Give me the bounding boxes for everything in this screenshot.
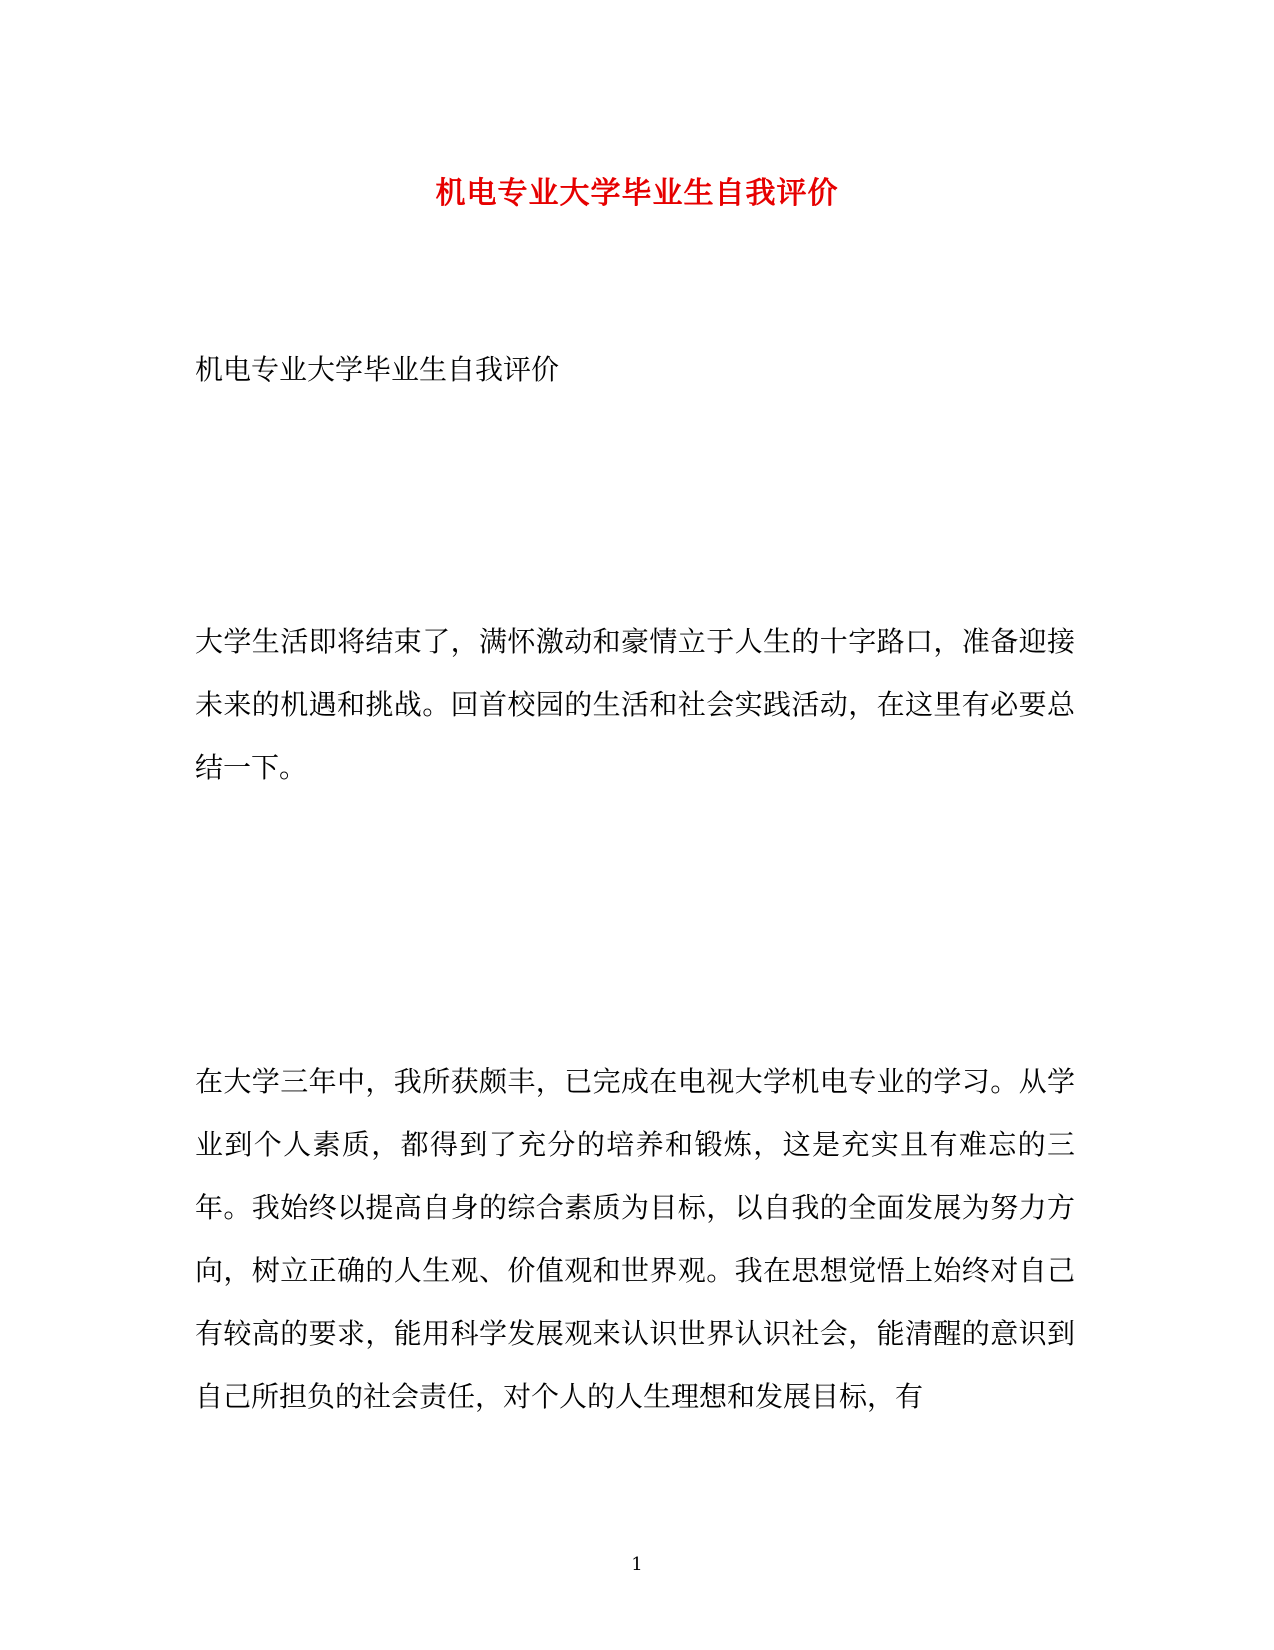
page-number: 1 [631,1554,643,1575]
document-title: 机电专业大学毕业生自我评价 [435,176,839,211]
paragraph-intro: 大学生活即将结束了，满怀激动和豪情立于人生的十字路口，准备迎接未来的机遇和挑战。回首校园的生活和社会实践活动，在这里有必要总结一下。 [195,625,1075,784]
paragraph-body: 在大学三年中，我所获颇丰，已完成在电视大学机电专业的学习。从学业到个人素质，都得到了充分的培养和锻炼，这是充实且有难忘的三年。我始终以提高自身的综合素质为目标，以自我的全面发展为努力方向，树立正确的人生观、价值观和世界观。我在思想觉悟上始终对自己有较高的要求，能用科学发展观来认识世界认识社会，能清醒的意识到自己所担负的社会责任，对个人的人生理想和发展目标，有 [195,1065,1075,1413]
document-subtitle: 机电专业大学毕业生自我评价 [195,353,560,386]
